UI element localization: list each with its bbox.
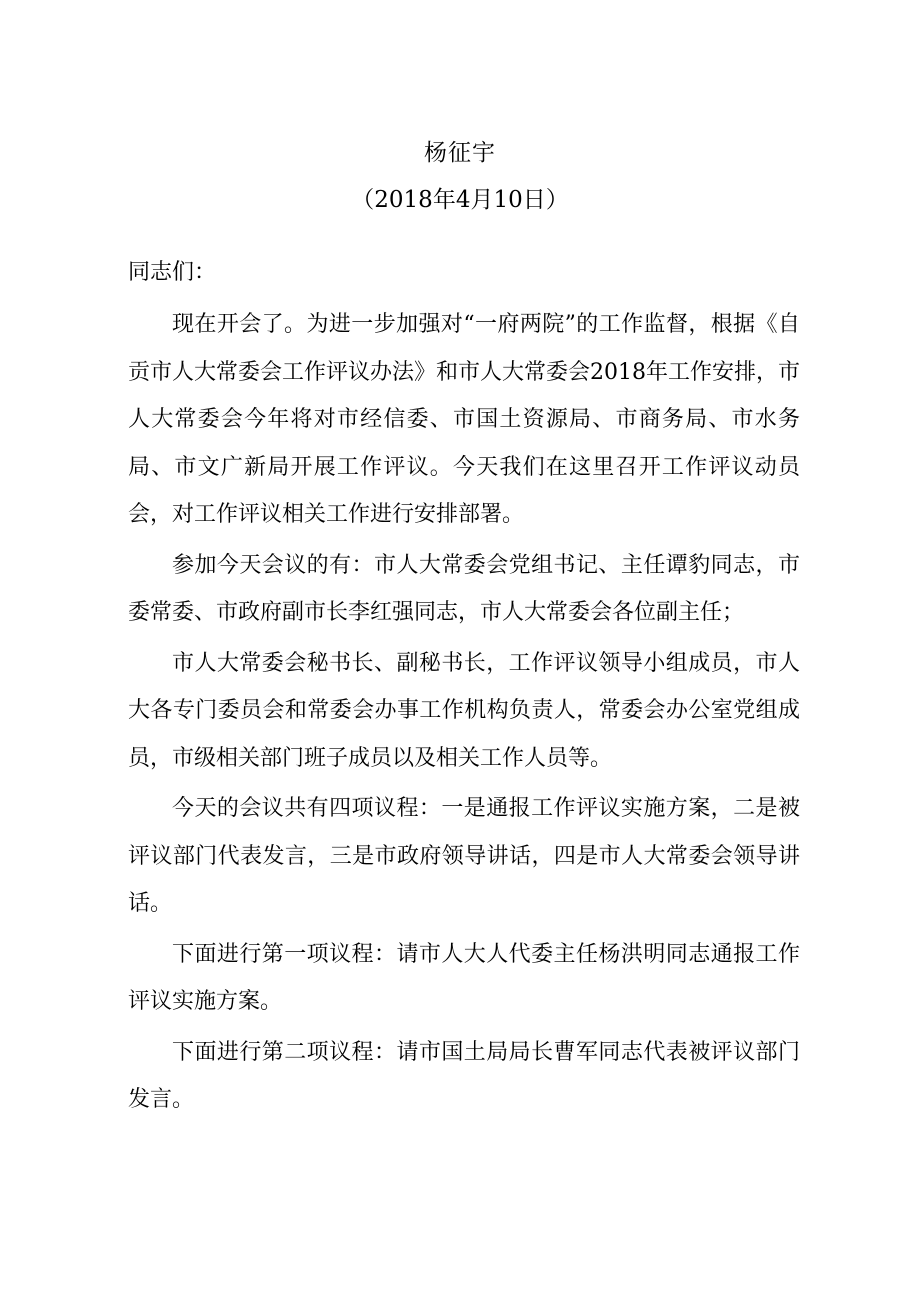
paragraph-agenda-item-1: 下面进行第一项议程：请市人大人代委主任杨洪明同志通报工作评议实施方案。 xyxy=(128,941,800,1014)
speech-body xyxy=(128,257,800,1127)
paragraph-agenda-item-2: 下面进行第二项议程：请市国土局局长曹军同志代表被评议部门发言。 xyxy=(128,1039,800,1112)
paragraph-attendees: 参加今天会议的有：市人大常委会党组书记、主任谭豹同志，市委常委、市政府副市长李红强同志，市人大常委会各位副主任； xyxy=(128,552,800,625)
salutation: 同志们： xyxy=(128,260,217,285)
paragraph-opening: 现在开会了。为进一步加强对“一府两院”的工作监督，根据《自贡市人大常委会工作评议办法》和市人大常委会2018年工作安排，市人大常委会今年将对市经信委、市国土资源局、市商务局、市水务局、市文广新局开展工作评议。今天我们在这里召开工作评议动员会，对工作评议相关工作进行安排部署。 xyxy=(128,312,800,527)
author-name: 杨征宇 xyxy=(424,140,496,166)
speech-date: （2018年4月10日） xyxy=(351,187,569,213)
paragraph-agenda: 今天的会议共有四项议程：一是通报工作评议实施方案，二是被评议部门代表发言，三是市政府领导讲话，四是市人大常委会领导讲话。 xyxy=(128,796,800,916)
paragraph-attendees-continued: 市人大常委会秘书长、副秘书长，工作评议领导小组成员，市人大各专门委员会和常委会办事工作机构负责人，常委会办公室党组成员，市级相关部门班子成员以及相关工作人员等。 xyxy=(128,650,800,771)
